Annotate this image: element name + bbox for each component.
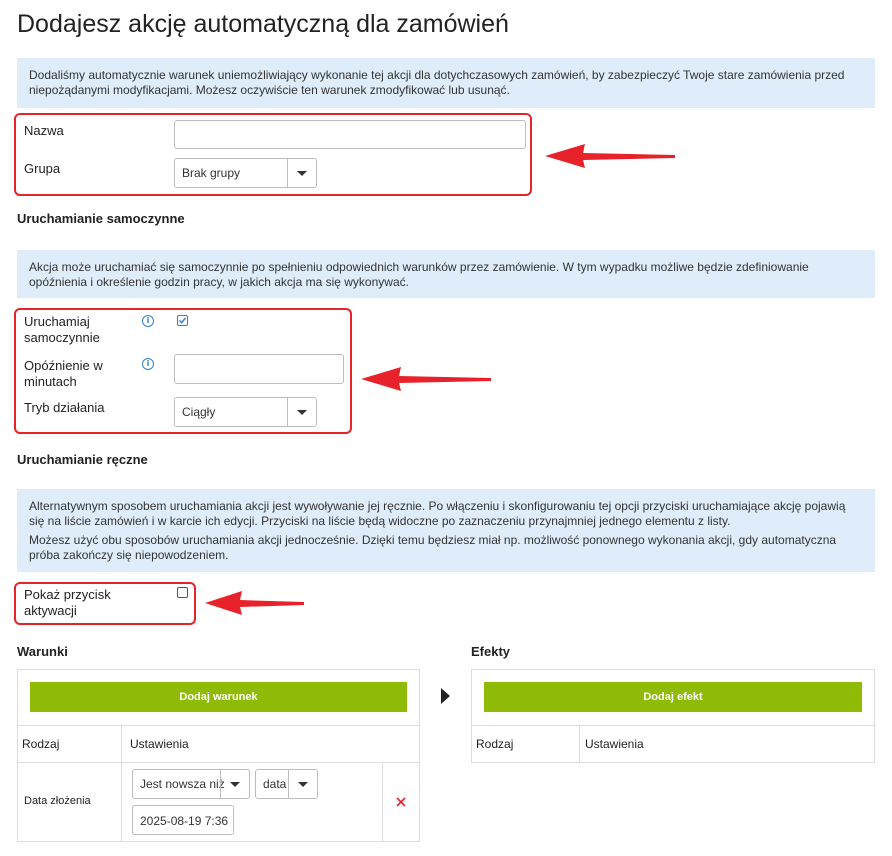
show-button-label-line1: Pokaż przycisk: [24, 587, 111, 602]
manual-heading: Uruchamianie ręczne: [17, 452, 148, 467]
auto-info-box: [17, 250, 875, 298]
chevron-down-icon: [220, 770, 249, 798]
auto-info-text: Akcja może uruchamiać się samoczynnie po spełnieniu odpowiednich warunków przez zamówienie. W tym wypadku możliwe będzie zdefiniowanie opóźnienia i określenie godzin pracy, w jakich akcja ma się wykonywać.: [29, 260, 809, 289]
intro-info-box: [17, 58, 875, 108]
delay-input[interactable]: [174, 354, 344, 384]
run-auto-label-line1: Uruchamiaj: [24, 314, 90, 329]
manual-info-text-2: Możesz użyć obu sposobów uruchamiania akcji jednocześnie. Dzięki temu będziesz miał np. możliwość ponownego wykonania akcji, gdy automatyczna próba zakończy się niepowodzeniem.: [29, 533, 837, 562]
group-select[interactable]: [174, 158, 317, 188]
annotation-arrow: [356, 364, 496, 394]
annotation-arrow: [540, 141, 680, 171]
condition-operator-select[interactable]: [132, 769, 250, 799]
intro-info-text: Dodaliśmy automatycznie warunek uniemożliwiający wykonanie tej akcji dla dotychczasowych zamówień, by zabezpieczyć Twoje stare zamówienia przed niepożądanymi modyfikacjami. Możesz oczywiście ten warunek zmodyfikować lub usunąć.: [29, 68, 845, 97]
info-icon[interactable]: i: [142, 358, 154, 370]
delete-icon[interactable]: [396, 797, 406, 807]
conditions-col-divider: [121, 725, 122, 763]
show-button-checkbox[interactable]: [177, 587, 188, 598]
condition-date-value: 2025-08-19 7:36: [140, 814, 229, 828]
group-label: Grupa: [24, 161, 61, 176]
chevron-down-icon: [287, 398, 316, 426]
name-label: Nazwa: [24, 123, 64, 138]
effects-col-type: Rodzaj: [476, 737, 514, 751]
add-condition-button[interactable]: Dodaj warunek: [30, 682, 407, 712]
delay-label-line1: Opóźnienie w: [24, 358, 103, 373]
conditions-col-type: Rodzaj: [22, 737, 60, 751]
page-title: Dodajesz akcję automatyczną dla zamówień: [17, 10, 509, 38]
delay-label-line2: minutach: [24, 374, 77, 389]
add-effect-button[interactable]: Dodaj efekt: [484, 682, 862, 712]
name-input[interactable]: [174, 120, 526, 149]
effects-heading: Efekty: [471, 644, 511, 659]
run-auto-label-line2: samoczynnie: [24, 330, 100, 345]
condition-unit-value: data: [263, 777, 287, 791]
mode-select-value: Ciągły: [182, 405, 216, 419]
checkmark-icon: [178, 316, 187, 325]
group-select-value: Brak grupy: [182, 166, 241, 180]
condition-delete-divider: [382, 763, 383, 842]
auto-heading: Uruchamianie samoczynne: [17, 211, 185, 226]
show-button-label-line2: aktywacji: [24, 603, 77, 618]
chevron-down-icon: [288, 770, 317, 798]
conditions-heading: Warunki: [17, 644, 68, 659]
manual-info-box: [17, 489, 875, 572]
info-icon[interactable]: i: [142, 315, 154, 327]
show-button-label: [24, 587, 111, 619]
annotation-arrow: [200, 588, 310, 618]
mode-select[interactable]: [174, 397, 317, 427]
mode-label: Tryb działania: [24, 400, 105, 415]
delay-label: [24, 358, 103, 390]
effects-divider: [471, 725, 875, 726]
run-auto-checkbox[interactable]: [177, 315, 188, 326]
chevron-down-icon: [287, 159, 316, 187]
condition-row-divider: [121, 763, 122, 842]
table-row: [17, 763, 420, 842]
condition-type: Data złożenia: [24, 795, 91, 807]
arrow-right-icon: [441, 688, 450, 704]
effects-col-settings: Ustawienia: [585, 737, 644, 751]
conditions-col-settings: Ustawienia: [130, 737, 189, 751]
manual-info-text-1: Alternatywnym sposobem uruchamiania akcji jest wywoływanie jej ręcznie. Po włączeniu i skonfigurowaniu tej opcji przyciski uruchamiające akcję pojawią się na liście zamówień i w karcie ich edycji. Przyciski na liście będą widoczne po zaznaczeniu przynajmniej jednego elementu z listy.: [29, 499, 846, 528]
effects-col-divider: [579, 725, 580, 762]
run-auto-label: [24, 314, 100, 346]
condition-unit-select[interactable]: [255, 769, 318, 799]
condition-operator-value: Jest nowsza niż: [140, 777, 225, 791]
conditions-divider: [17, 725, 420, 726]
condition-date-input[interactable]: [132, 805, 234, 835]
